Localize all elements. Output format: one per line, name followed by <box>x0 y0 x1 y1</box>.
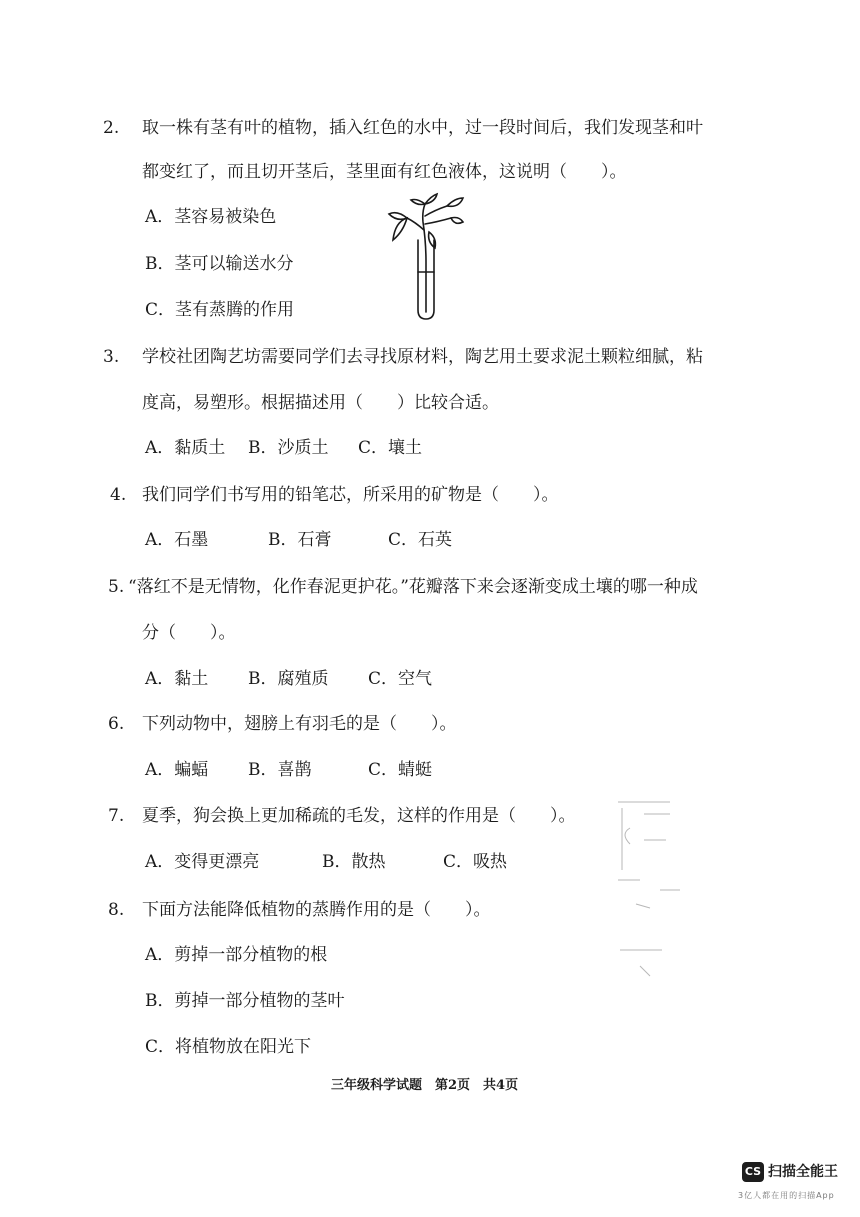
question-text: 下面方法能降低植物的蒸腾作用的是（ ）。 <box>142 900 491 920</box>
question-text: 都变红了，而且切开茎后，茎里面有红色液体，这说明（ ）。 <box>142 162 627 182</box>
watermark-app-name: 扫描全能王 <box>768 1164 838 1180</box>
option: A．蝙蝠 <box>145 760 209 780</box>
option: A．黏质土 <box>145 438 226 458</box>
option: A．变得更漂亮 <box>145 852 260 872</box>
option: B．腐殖质 <box>248 669 329 689</box>
question-number: 7. <box>108 806 125 826</box>
option: B．散热 <box>322 852 386 872</box>
question-number: 8. <box>108 900 125 920</box>
question-number: 2. <box>103 118 120 138</box>
plant-in-test-tube-illustration <box>385 192 465 322</box>
option: C．壤土 <box>358 438 423 458</box>
option: A．茎容易被染色 <box>145 207 277 227</box>
option: C．石英 <box>388 530 453 550</box>
question-text: 度高，易塑形。根据描述用（ ）比较合适。 <box>142 393 499 413</box>
question-number: 4. <box>110 485 127 505</box>
camscanner-logo-icon: CS <box>742 1162 764 1182</box>
scan-bleed-marks <box>600 800 690 980</box>
question-number: 5. <box>108 577 125 597</box>
option: B．石膏 <box>268 530 332 550</box>
option: C．空气 <box>368 669 433 689</box>
question-number: 6. <box>108 714 125 734</box>
question-text: 分（ ）。 <box>142 623 236 643</box>
option: A．剪掉一部分植物的根 <box>145 945 328 965</box>
question-text: 学校社团陶艺坊需要同学们去寻找原材料，陶艺用土要求泥土颗粒细腻，粘 <box>142 347 703 367</box>
question-text: “落红不是无情物，化作春泥更护花。”花瓣落下来会逐渐变成土壤的哪一种成 <box>128 577 698 597</box>
option: B．喜鹊 <box>248 760 312 780</box>
option: B．沙质土 <box>248 438 329 458</box>
option: A．黏土 <box>145 669 209 689</box>
question-text: 我们同学们书写用的铅笔芯，所采用的矿物是（ ）。 <box>142 485 559 505</box>
question-text: 取一株有茎有叶的植物，插入红色的水中，过一段时间后，我们发现茎和叶 <box>142 118 703 138</box>
option: C．茎有蒸腾的作用 <box>145 300 295 320</box>
option: C．将植物放在阳光下 <box>145 1037 312 1057</box>
option: B．剪掉一部分植物的茎叶 <box>145 991 345 1011</box>
watermark-tagline: 3亿人都在用的扫描App <box>738 1191 835 1200</box>
page-footer: 三年级科学试题 第2页 共4页 <box>331 1078 519 1093</box>
question-text: 夏季，狗会换上更加稀疏的毛发，这样的作用是（ ）。 <box>142 806 576 826</box>
option: C．蜻蜓 <box>368 760 433 780</box>
option: A．石墨 <box>145 530 209 550</box>
question-number: 3. <box>103 347 120 367</box>
option: C．吸热 <box>443 852 508 872</box>
question-text: 下列动物中，翅膀上有羽毛的是（ ）。 <box>142 714 457 734</box>
option: B．茎可以输送水分 <box>145 254 294 274</box>
